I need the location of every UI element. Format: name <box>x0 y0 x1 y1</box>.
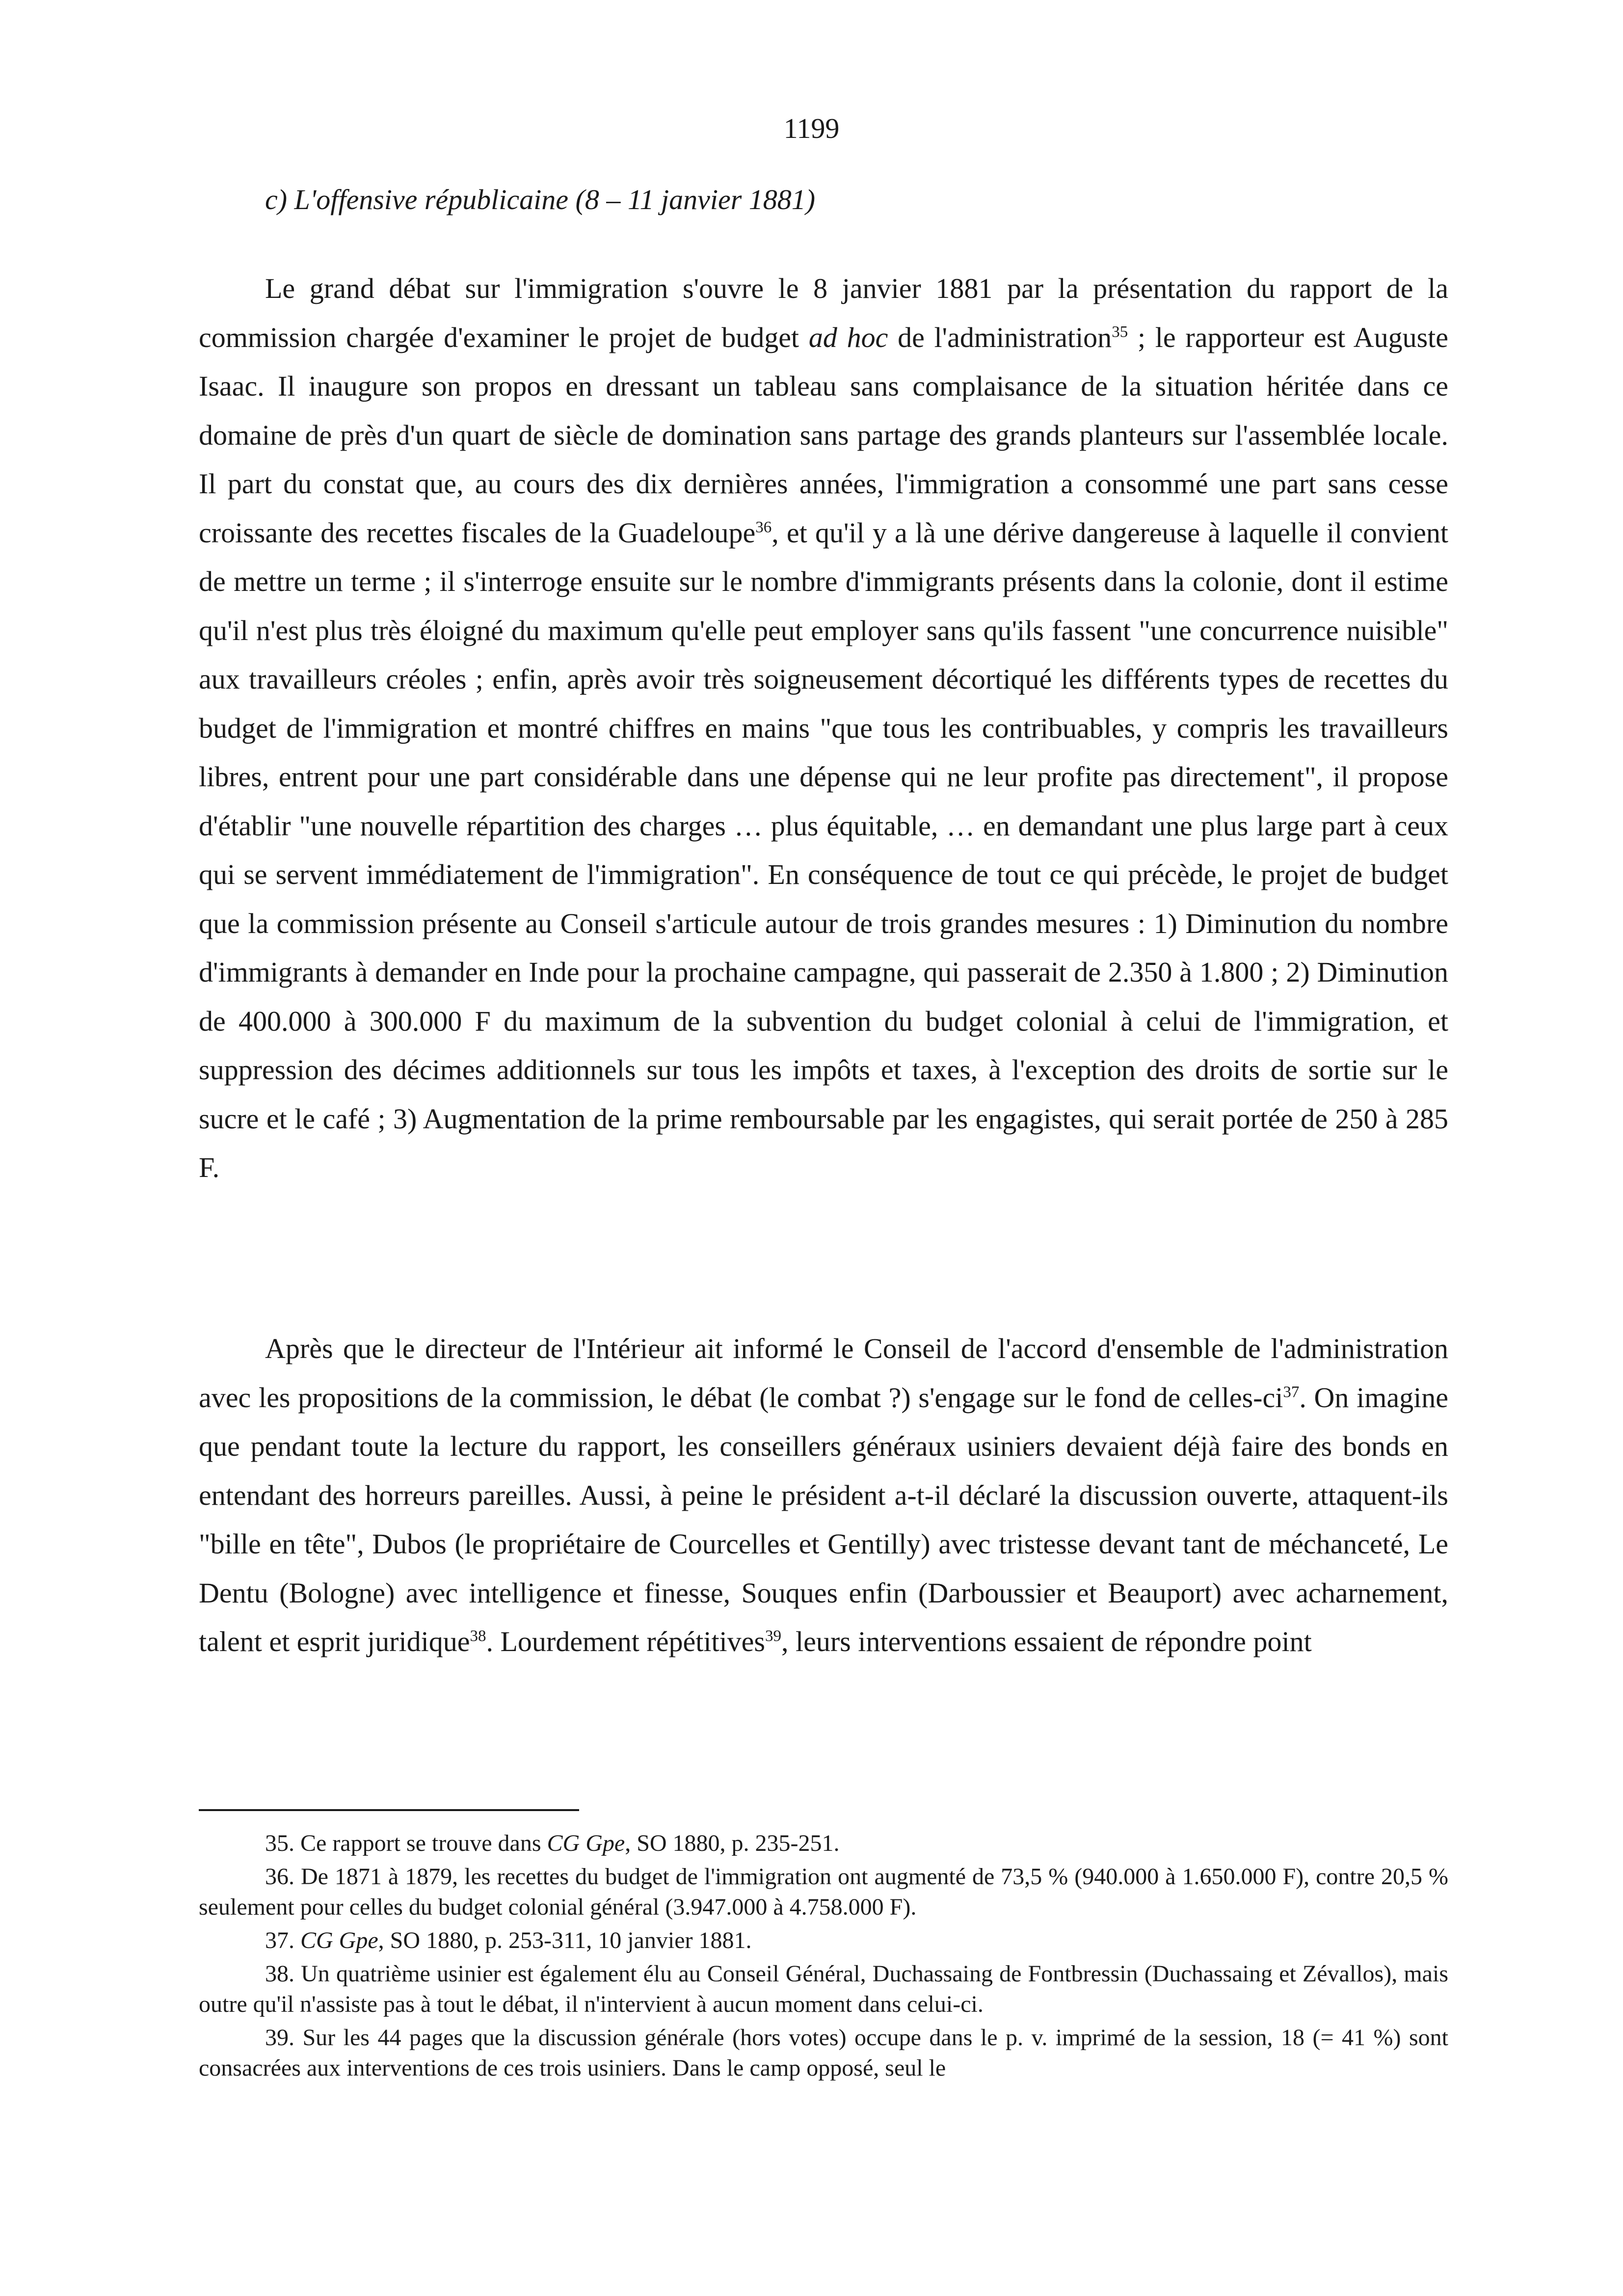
footnote-37-italic: CG Gpe <box>300 1927 378 1953</box>
footnote-separator <box>199 1809 579 1811</box>
para1-italic-ad-hoc: ad hoc <box>808 321 888 353</box>
footnote-39: 39. Sur les 44 pages que la discussion générale (hors votes) occupe dans le p. v. imprimé de la session, 18 (= 41 %) sont consacrées aux interventions de ces trois usiniers. Dans le camp opposé, seul le <box>199 2025 1448 2081</box>
section-heading: c) L'offensive républicaine (8 – 11 janvier 1881) <box>265 184 816 215</box>
para1-text-c: de l'administration <box>888 321 1112 353</box>
footnote-35 <box>199 1828 1448 1859</box>
footnote-35-italic: CG Gpe <box>547 1830 625 1856</box>
para2-text-b: . On imagine que pendant toute la lecture du rapport, les conseillers généraux usiniers devaient déjà faire des bonds en entendant des horreurs pareilles. Aussi, à peine le président a-t-il déclaré la discussion ouverte, attaquent-ils "bille en tête", Dubos (le propriétaire de Courcelles et Gentilly) avec tristesse devant tant de méchanceté, Le Dentu (Bologne) avec intelligence et finesse, Souques enfin (Darboussier et Beauport) avec acharnement, talent et esprit juridique <box>199 1381 1448 1657</box>
para1-text-a: Le grand débat sur l'immigration s'ouvre le 8 janvier 1881 par la présentation du rapport de la commission chargée d'examiner le projet de budget <box>199 272 1448 353</box>
footnote-36: 36. De 1871 à 1879, les recettes du budget de l'immigration ont augmenté de 73,5 % (940.000 à 1.650.000 F), contre 20,5 % seulement pour celles du budget colonial général (3.947.000 à 4.758.000 F). <box>199 1864 1448 1920</box>
footnote-ref-36[interactable]: 36 <box>755 518 772 536</box>
para1-text-d: ; le rapporteur est Auguste Isaac. Il inaugure son propos en dressant un tableau sans complaisance de la situation héritée dans ce domaine de près d'un quart de siècle de domination sans partage des grands planteurs sur l'assemblée locale. Il part du constat que, au cours des dix dernières années, l'immigration a consommé une part sans cesse croissante des recettes fiscales de la Guadeloupe <box>199 321 1448 549</box>
footnotes <box>199 1828 1448 2086</box>
page-number: 1199 <box>783 112 840 144</box>
footnote-ref-37[interactable]: 37 <box>1283 1383 1300 1401</box>
para2-text-c: . Lourdement répétitives <box>486 1626 765 1657</box>
footnote-ref-39[interactable]: 39 <box>765 1627 781 1645</box>
footnote-37-text-a: 37. <box>265 1927 300 1953</box>
footnote-35-text-a: 35. Ce rapport se trouve dans <box>265 1830 547 1856</box>
body-paragraph-1 <box>199 264 1448 1192</box>
para1-text-e: , et qu'il y a là une dérive dangereuse à laquelle il convient de mettre un terme ; il s'interroge ensuite sur le nombre d'immigrants présents dans la colonie, dont il estime qu'il n'est plus très éloigné du maximum qu'elle peut employer sans qu'ils fassent "une concurrence nuisible" aux travailleurs créoles ; enfin, après avoir très soigneusement décortiqué les différents types de recettes du budget de l'immigration et montré chiffres en mains "que tous les contribuables, y compris les travailleurs libres, entrent pour une part considérable dans une dépense qui ne leur profite pas directement", il propose d'établir "une nouvelle répartition des charges … plus équitable, … en demandant une plus large part à ceux qui se servent immédiatement de l'immigration". En conséquence de tout ce qui précède, le projet de budget que la commission présente au Conseil s'articule autour de trois grandes mesures : 1) Diminution du nombre d'immigrants à demander en Inde pour la prochaine campagne, qui passerait de 2.350 à 1.800 ; 2) Diminution de 400.000 à 300.000 F du maximum de la subvention du budget colonial à celui de l'immigration, et suppression des décimes additionnels sur tous les impôts et taxes, à l'exception des droits de sortie sur le sucre et le café ; 3) Augmentation de la prime remboursable par les engagistes, qui serait portée de 250 à 285 F. <box>199 516 1448 1183</box>
footnote-38: 38. Un quatrième usinier est également élu au Conseil Général, Duchassaing de Fontbressin (Duchassaing et Zévallos), mais outre qu'il n'assiste pas à tout le débat, il n'intervient à aucun moment dans celui-ci. <box>199 1961 1448 2017</box>
footnote-37 <box>199 1925 1448 1956</box>
footnote-ref-35[interactable]: 35 <box>1112 323 1128 341</box>
footnote-ref-38[interactable]: 38 <box>470 1627 486 1645</box>
body-paragraph-2 <box>199 1324 1448 1666</box>
para2-text-d: , leurs interventions essaient de répondre point <box>781 1626 1312 1657</box>
footnote-35-text-c: , SO 1880, p. 235-251. <box>625 1830 840 1856</box>
footnote-37-text-c: , SO 1880, p. 253-311, 10 janvier 1881. <box>378 1927 752 1953</box>
para2-text-a: Après que le directeur de l'Intérieur ait informé le Conseil de l'accord d'ensemble de l'administration avec les propositions de la commission, le débat (le combat ?) s'engage sur le fond de celles-ci <box>199 1333 1448 1414</box>
